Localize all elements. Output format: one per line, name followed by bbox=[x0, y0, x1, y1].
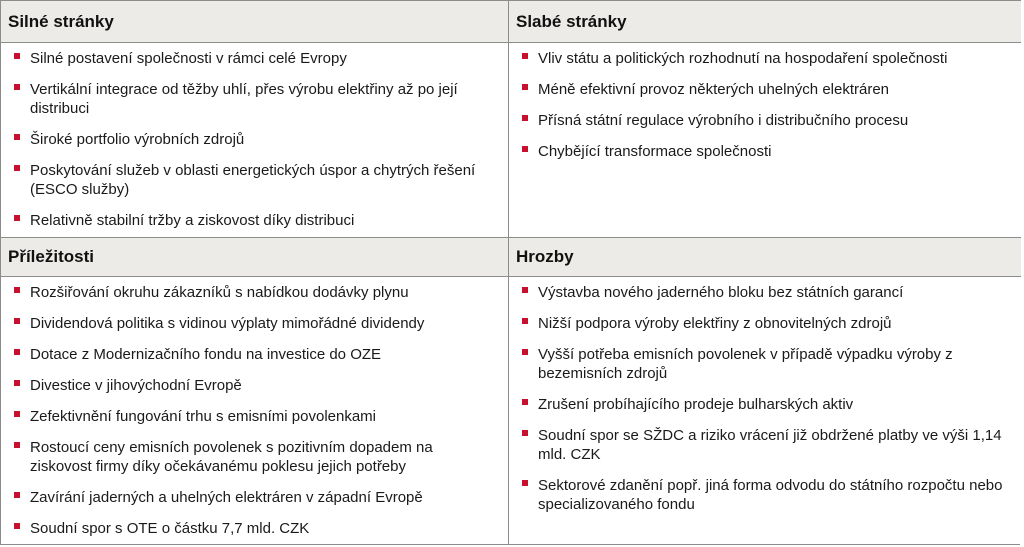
list-item bbox=[1, 314, 508, 333]
list-item-text: Soudní spor se SŽDC a riziko vrácení již obdržené platby ve výši 1,14 mld. CZK bbox=[538, 427, 1002, 463]
list-item-text: Výstavba nového jaderného bloku bez státních garancí bbox=[538, 284, 904, 301]
list-item bbox=[1, 161, 508, 199]
bullet-icon bbox=[522, 430, 528, 436]
list-item-text: Relativně stabilní tržby a ziskovost díky distribuci bbox=[30, 212, 355, 229]
list-item bbox=[509, 49, 1021, 68]
weaknesses-quadrant bbox=[508, 0, 1021, 237]
list-item bbox=[1, 345, 508, 364]
threats-heading: Hrozby bbox=[509, 237, 1021, 277]
list-item-text: Vyšší potřeba emisních povolenek v případě výpadku výroby z bezemisních zdrojů bbox=[538, 346, 953, 382]
list-item-text: Poskytování služeb v oblasti energetických úspor a chytrých řešení (ESCO služby) bbox=[30, 162, 476, 198]
bullet-icon bbox=[14, 53, 20, 59]
bullet-icon bbox=[14, 492, 20, 498]
list-item-text: Široké portfolio výrobních zdrojů bbox=[30, 131, 245, 148]
bullet-icon bbox=[14, 318, 20, 324]
bullet-icon bbox=[522, 318, 528, 324]
bullet-icon bbox=[522, 53, 528, 59]
bullet-icon bbox=[522, 399, 528, 405]
bullet-icon bbox=[14, 165, 20, 171]
bullet-icon bbox=[522, 115, 528, 121]
list-item-text: Zavírání jaderných a uhelných elektráren v západní Evropě bbox=[30, 489, 423, 506]
list-item bbox=[509, 80, 1021, 99]
list-item-text: Silné postavení společnosti v rámci celé Evropy bbox=[30, 50, 347, 67]
bullet-icon bbox=[14, 287, 20, 293]
list-item bbox=[1, 376, 508, 395]
bullet-icon bbox=[14, 215, 20, 221]
list-item-text: Divestice v jihovýchodní Evropě bbox=[30, 377, 242, 394]
list-item bbox=[1, 283, 508, 302]
bullet-icon bbox=[522, 287, 528, 293]
bullet-icon bbox=[522, 84, 528, 90]
weaknesses-heading: Slabé stránky bbox=[509, 0, 1021, 43]
list-item-text: Vliv státu a politických rozhodnutí na hospodaření společnosti bbox=[538, 50, 948, 67]
list-item-text: Přísná státní regulace výrobního i distribučního procesu bbox=[538, 112, 909, 129]
list-item bbox=[509, 142, 1021, 161]
bullet-icon bbox=[522, 146, 528, 152]
threats-list bbox=[509, 277, 1021, 514]
list-item-text: Soudní spor s OTE o částku 7,7 mld. CZK bbox=[30, 520, 310, 537]
strengths-heading: Silné stránky bbox=[1, 0, 508, 43]
list-item bbox=[509, 111, 1021, 130]
list-item bbox=[1, 80, 508, 118]
bullet-icon bbox=[14, 411, 20, 417]
list-item bbox=[509, 345, 1021, 383]
list-item-text: Rozšiřování okruhu zákazníků s nabídkou dodávky plynu bbox=[30, 284, 409, 301]
list-item-text: Vertikální integrace od těžby uhlí, přes výrobu elektřiny až po její distribuci bbox=[30, 81, 458, 117]
list-item-text: Dividendová politika s vidinou výplaty mimořádné dividendy bbox=[30, 315, 425, 332]
list-item bbox=[1, 519, 508, 538]
strengths-list bbox=[1, 43, 508, 230]
list-item-text: Zefektivnění fungování trhu s emisními povolenkami bbox=[30, 408, 377, 425]
bullet-icon bbox=[14, 134, 20, 140]
opportunities-quadrant bbox=[1, 237, 508, 545]
bullet-icon bbox=[14, 380, 20, 386]
bullet-icon bbox=[14, 349, 20, 355]
list-item bbox=[1, 438, 508, 476]
list-item bbox=[1, 407, 508, 426]
list-item bbox=[509, 283, 1021, 302]
list-item bbox=[509, 476, 1021, 514]
list-item-text: Zrušení probíhajícího prodeje bulharských aktiv bbox=[538, 396, 854, 413]
list-item-text: Méně efektivní provoz některých uhelných elektráren bbox=[538, 81, 890, 98]
list-item bbox=[509, 314, 1021, 333]
list-item-text: Chybějící transformace společnosti bbox=[538, 143, 772, 160]
list-item-text: Dotace z Modernizačního fondu na investice do OZE bbox=[30, 346, 382, 363]
opportunities-list bbox=[1, 277, 508, 538]
list-item bbox=[509, 395, 1021, 414]
bullet-icon bbox=[14, 84, 20, 90]
list-item bbox=[1, 488, 508, 507]
bullet-icon bbox=[522, 349, 528, 355]
list-item bbox=[509, 426, 1021, 464]
bullet-icon bbox=[14, 442, 20, 448]
list-item bbox=[1, 130, 508, 149]
opportunities-heading: Příležitosti bbox=[1, 237, 508, 277]
list-item bbox=[1, 211, 508, 230]
list-item-text: Nižší podpora výroby elektřiny z obnovitelných zdrojů bbox=[538, 315, 892, 332]
list-item bbox=[1, 49, 508, 68]
list-item-text: Rostoucí ceny emisních povolenek s pozitivním dopadem na ziskovost firmy díky očekávanému poklesu jejich potřeby bbox=[30, 439, 433, 475]
threats-quadrant bbox=[508, 237, 1021, 545]
strengths-quadrant bbox=[1, 0, 508, 237]
bullet-icon bbox=[522, 480, 528, 486]
weaknesses-list bbox=[509, 43, 1021, 161]
list-item-text: Sektorové zdanění popř. jiná forma odvodu do státního rozpočtu nebo specializovaného fondu bbox=[538, 477, 1003, 513]
bullet-icon bbox=[14, 523, 20, 529]
